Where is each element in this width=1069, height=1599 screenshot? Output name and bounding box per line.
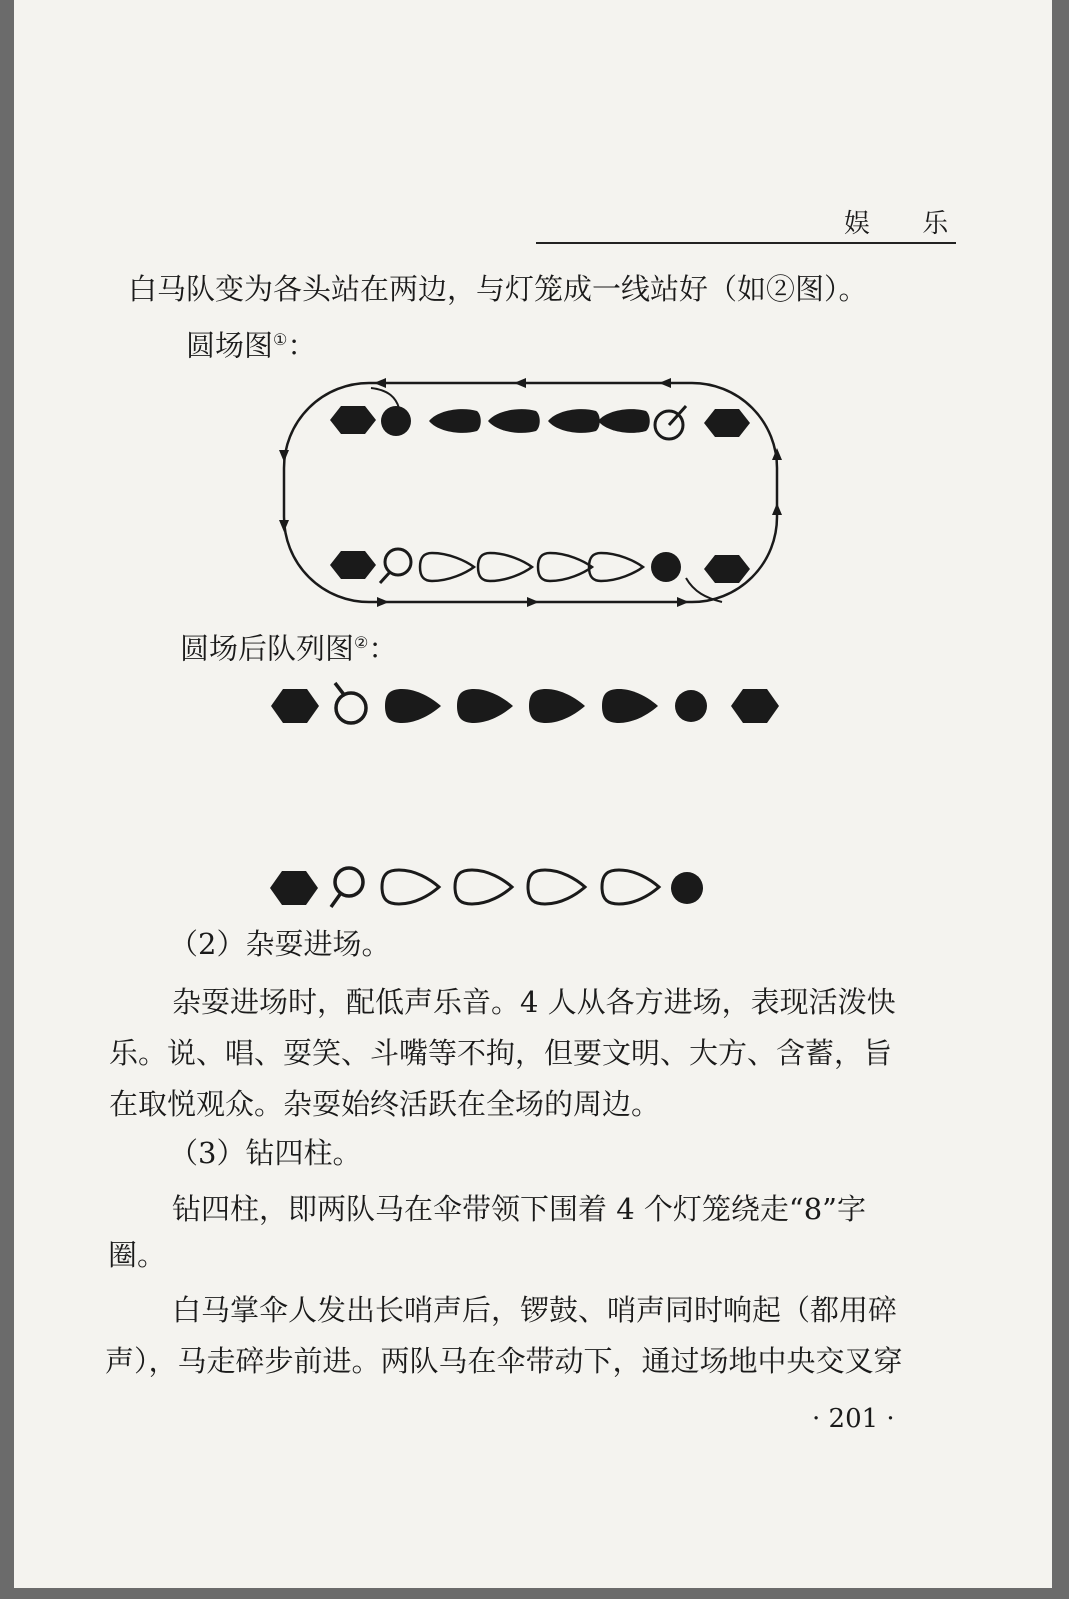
horse-white xyxy=(455,870,512,904)
umbrella-icon xyxy=(335,868,363,896)
arrow-up-1 xyxy=(772,448,782,460)
section-3-title: （3）钻四柱。 xyxy=(169,1136,362,1170)
running-header: 娱 乐 xyxy=(844,209,971,239)
arrow-right-2 xyxy=(527,597,539,607)
lantern-hexagon xyxy=(330,406,376,434)
lantern-hexagon xyxy=(704,409,750,437)
umbrella-handle xyxy=(331,893,341,907)
book-page xyxy=(14,0,1052,1588)
lantern-hexagon xyxy=(271,689,319,723)
figure-2-caption xyxy=(180,626,397,666)
figure-1-label: 圆场图 xyxy=(186,328,274,363)
lantern-hexagon xyxy=(270,871,318,905)
lantern-hexagon xyxy=(330,551,376,579)
umbrella-icon xyxy=(655,411,683,439)
section-2-line-1: 杂耍进场时，配低声乐音。4 人从各方进场，表现活泼快 xyxy=(172,985,896,1019)
horse-black xyxy=(457,689,513,723)
umbrella-handle xyxy=(380,572,390,583)
figure-2-colon: ： xyxy=(368,631,398,666)
entry-curve-top xyxy=(371,388,399,408)
arrow-down-2 xyxy=(279,520,289,532)
umbrella-handle xyxy=(669,406,686,425)
horse-white xyxy=(589,553,643,581)
field-loop xyxy=(284,383,777,602)
horse-white xyxy=(382,870,439,904)
section-3-line-3: 白马掌伞人发出长哨声后，锣鼓、哨声同时响起（都用碎 xyxy=(172,1293,898,1327)
arrow-right-3 xyxy=(677,597,689,607)
horse-black xyxy=(488,409,540,433)
arrow-left-3 xyxy=(659,378,671,388)
section-2-title: （2）杂耍进场。 xyxy=(169,927,391,961)
horse-white xyxy=(602,870,659,904)
section-3-line-2: 圈。 xyxy=(108,1238,167,1272)
horse-black xyxy=(548,409,600,433)
arrow-left-1 xyxy=(374,378,386,388)
section-3-line-4: 声），马走碎步前进。两队马在伞带动下，通过场地中央交叉穿 xyxy=(105,1344,903,1378)
leader-dot xyxy=(381,406,411,436)
umbrella-icon xyxy=(336,693,366,723)
section-3-line-1: 钻四柱，即两队马在伞带领下围着 4 个灯笼绕走“8”字 xyxy=(172,1192,866,1226)
horse-white xyxy=(420,553,474,581)
figure-1-caption xyxy=(186,323,316,363)
leader-dot xyxy=(671,872,703,904)
horse-black xyxy=(598,409,650,433)
figure-2-mark: ② xyxy=(354,633,369,652)
arrow-left-2 xyxy=(514,378,526,388)
lantern-hexagon xyxy=(731,689,779,723)
leader-dot xyxy=(675,690,707,722)
horse-black xyxy=(602,689,658,723)
intro-line: 白马队变为各头站在两边，与灯笼成一线站好（如②图）。 xyxy=(128,272,868,306)
horse-black xyxy=(429,409,481,433)
horse-black xyxy=(385,689,441,723)
page-number: · 201 · xyxy=(812,1404,895,1434)
loop-arrows xyxy=(279,378,782,607)
section-2-line-3: 在取悦观众。杂耍始终活跃在全场的周边。 xyxy=(109,1087,661,1121)
arrow-up-2 xyxy=(772,503,782,515)
figure-2-label: 圆场后队列图 xyxy=(180,631,355,666)
umbrella-handle xyxy=(335,683,345,696)
lantern-hexagon xyxy=(704,555,750,583)
horse-white xyxy=(478,553,532,581)
header-rule xyxy=(536,242,956,244)
arrow-right-1 xyxy=(377,597,389,607)
section-2-line-2: 乐。说、唱、耍笑、斗嘴等不拘，但要文明、大方、含蓄，旨 xyxy=(109,1036,893,1070)
entry-curve-bottom xyxy=(686,578,722,602)
horse-black xyxy=(529,689,585,723)
figure-1-mark: ① xyxy=(273,330,288,349)
umbrella-icon xyxy=(385,549,411,575)
horse-white xyxy=(528,870,585,904)
leader-dot xyxy=(651,552,681,582)
arrow-down-1 xyxy=(279,450,289,462)
horse-white xyxy=(538,553,592,581)
figure-1-colon: ： xyxy=(287,328,317,363)
